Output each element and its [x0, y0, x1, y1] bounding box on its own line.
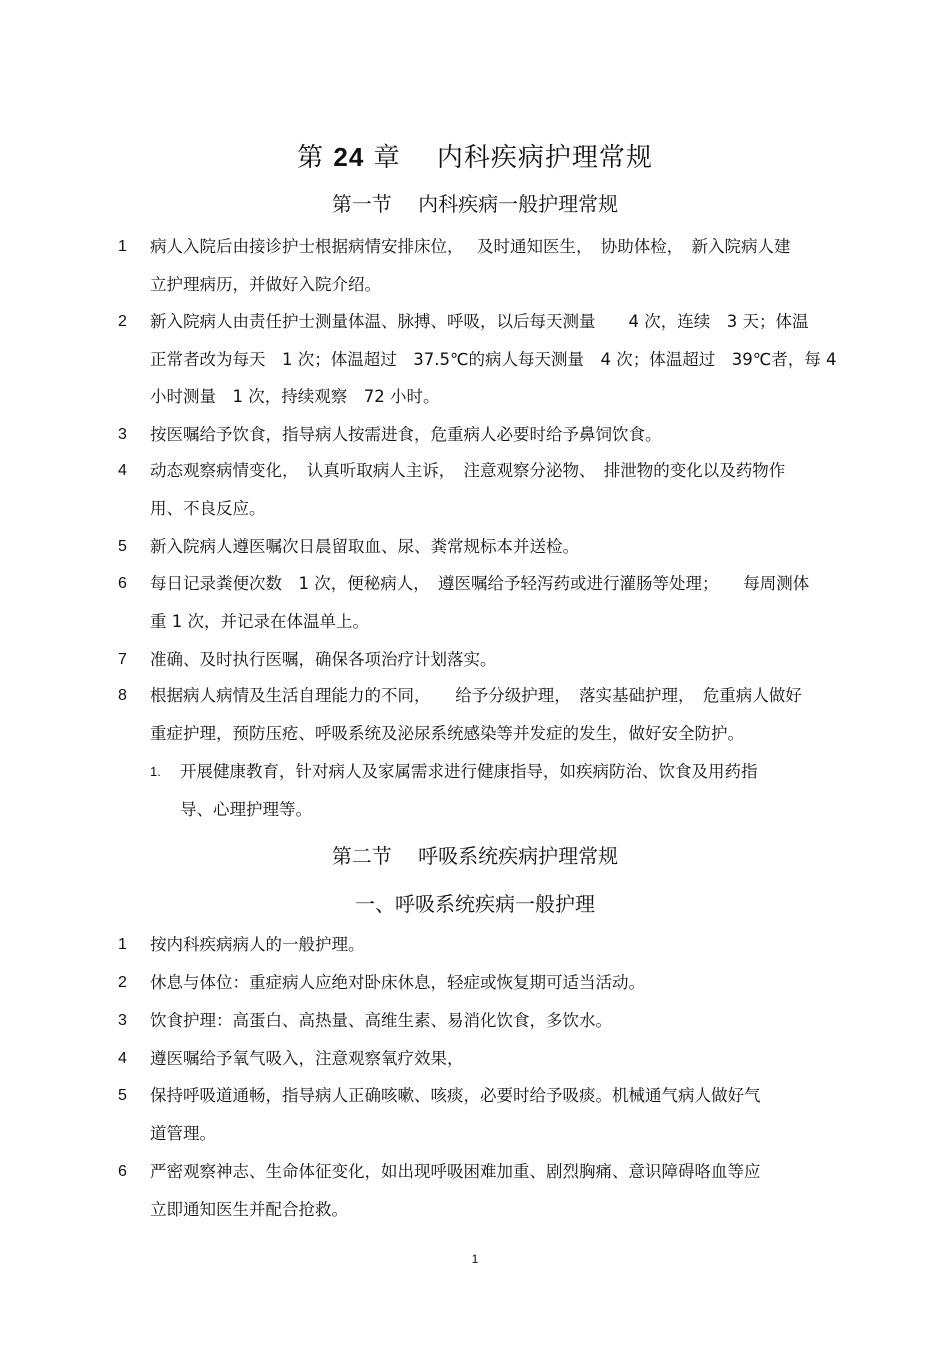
section-2-subheading: 一、呼吸系统疾病一般护理	[355, 892, 595, 916]
chapter-title: 第 24 章 内科疾病护理常规	[297, 142, 653, 173]
section-2-heading: 第二节 呼吸系统疾病护理常规	[331, 844, 619, 868]
page-number: 1	[471, 1252, 479, 1266]
section-1-heading: 第一节 内科疾病一般护理常规	[331, 192, 619, 216]
